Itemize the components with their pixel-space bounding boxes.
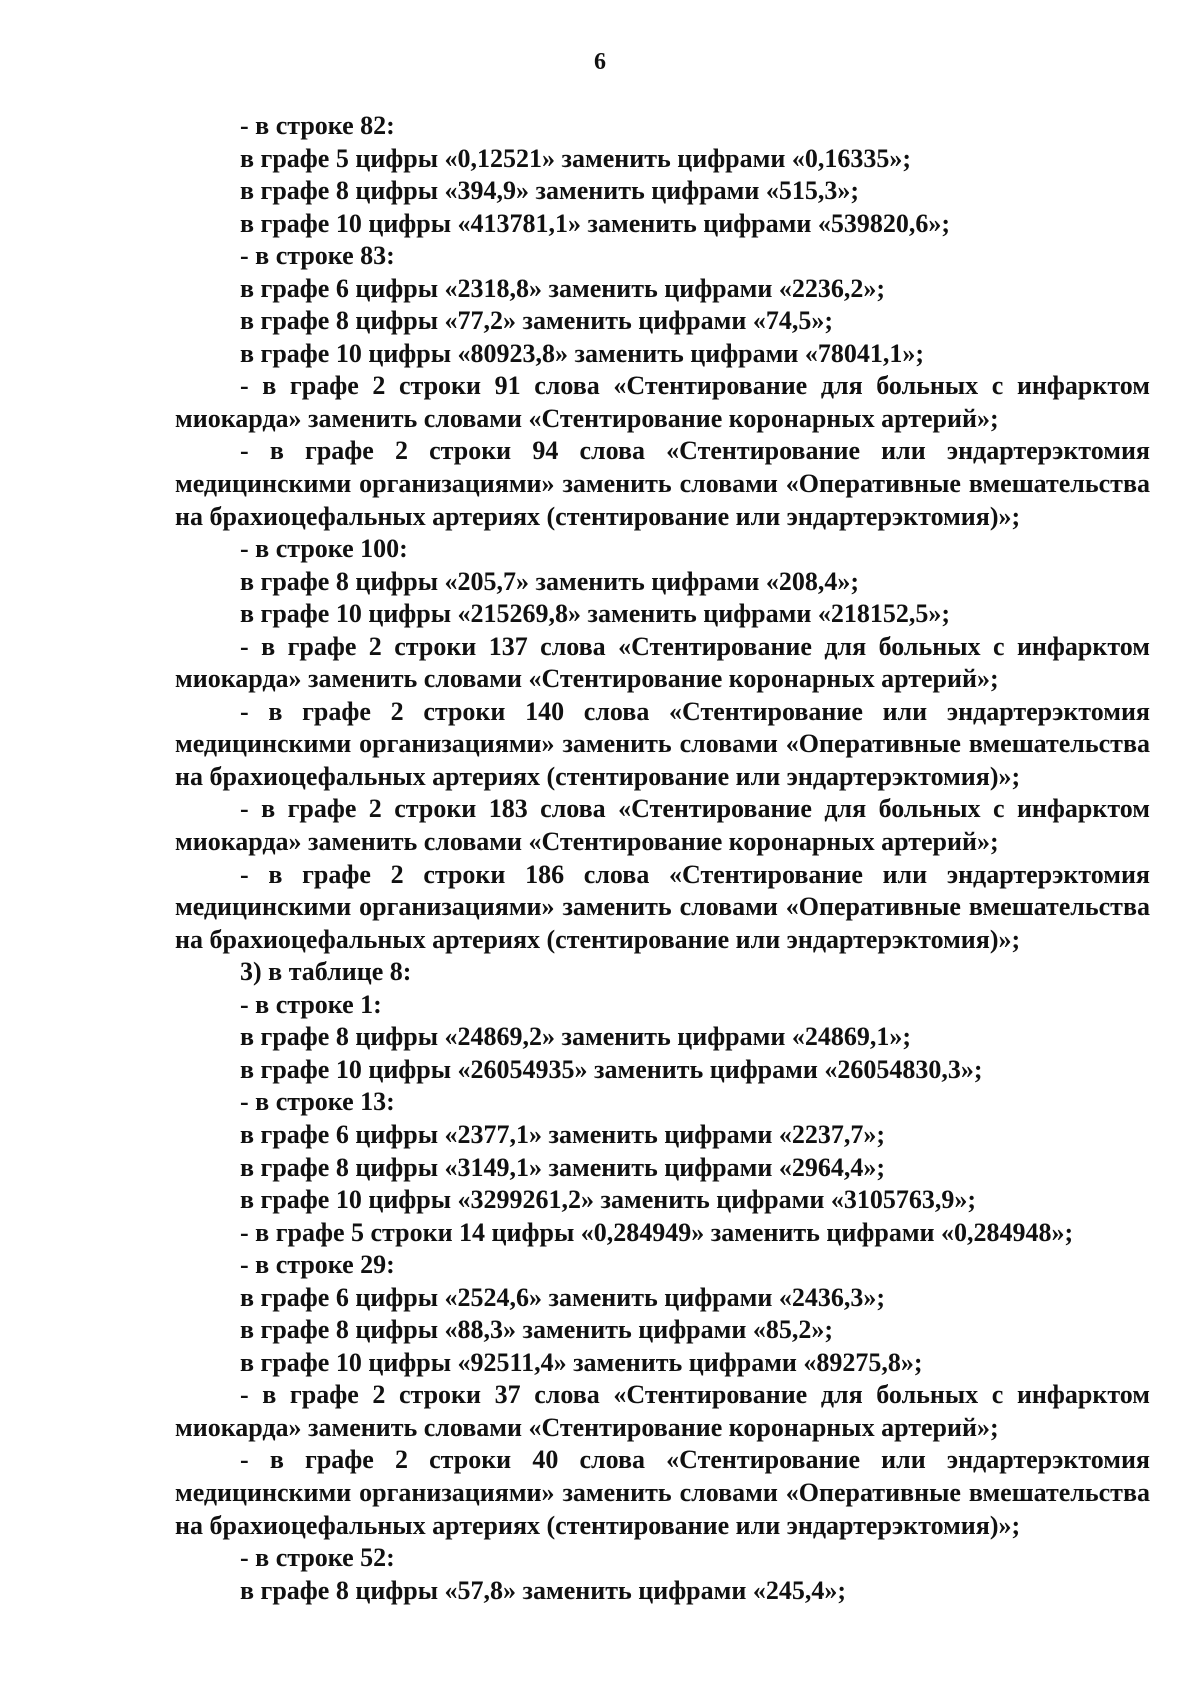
paragraph: в графе 6 цифры «2318,8» заменить цифрами «2236,2»; (240, 273, 885, 303)
paragraph: в графе 8 цифры «3149,1» заменить цифрами «2964,4»; (240, 1152, 885, 1182)
paragraph: в графе 8 цифры «77,2» заменить цифрами «74,5»; (240, 306, 833, 336)
page-number: 6 (594, 49, 606, 75)
paragraph: - в строке 82: (240, 111, 395, 140)
paragraph: - в строке 83: (240, 241, 395, 271)
paragraph: в графе 8 цифры «205,7» заменить цифрами «208,4»; (240, 566, 859, 596)
paragraph: - в графе 2 строки 137 слова «Стентирование для больных с инфарктом миокарда» заменить словами «Стентирование коронарных артерий»; (175, 631, 1150, 694)
paragraph: - в графе 2 строки 183 слова «Стентирование для больных с инфарктом миокарда» заменить словами «Стентирование коронарных артерий»; (175, 794, 1150, 857)
paragraph: в графе 10 цифры «3299261,2» заменить цифрами «3105763,9»; (240, 1185, 976, 1215)
paragraph: - в графе 2 строки 94 слова «Стентирование или эндартерэктомия медицинскими организациями» заменить словами «Оперативные вмешательства на брахиоцефальных артериях (стентирование или эндартерэктомия)»; (175, 436, 1150, 531)
paragraph: - в строке 100: (240, 534, 408, 564)
paragraph: - в графе 2 строки 140 слова «Стентирование или эндартерэктомия медицинскими организациями» заменить словами «Оперативные вмешательства на брахиоцефальных артериях (стентирование или эндартерэктомия)»; (175, 696, 1150, 791)
paragraph: - в графе 2 строки 186 слова «Стентирование или эндартерэктомия медицинскими организациями» заменить словами «Оперативные вмешательства на брахиоцефальных артериях (стентирование или эндартерэктомия)»; (175, 859, 1150, 954)
paragraph: в графе 10 цифры «215269,8» заменить цифрами «218152,5»; (240, 599, 950, 629)
paragraph: в графе 8 цифры «57,8» заменить цифрами «245,4»; (240, 1575, 846, 1605)
paragraph: - в строке 13: (240, 1087, 395, 1117)
paragraph: в графе 5 цифры «0,12521» заменить цифрами «0,16335»; (240, 143, 911, 173)
paragraph: в графе 10 цифры «413781,1» заменить цифрами «539820,6»; (240, 208, 950, 238)
paragraph: - в строке 52: (240, 1543, 395, 1573)
paragraph: - в графе 2 строки 40 слова «Стентирование или эндартерэктомия медицинскими организациями» заменить словами «Оперативные вмешательства на брахиоцефальных артериях (стентирование или эндартерэктомия)»; (175, 1445, 1150, 1540)
paragraph: 3) в таблице 8: (240, 957, 412, 987)
paragraph: в графе 10 цифры «92511,4» заменить цифрами «89275,8»; (240, 1347, 923, 1377)
paragraph: - в строке 1: (240, 989, 382, 1019)
paragraph: в графе 6 цифры «2524,6» заменить цифрами «2436,3»; (240, 1282, 885, 1312)
paragraph: в графе 6 цифры «2377,1» заменить цифрами «2237,7»; (240, 1119, 885, 1149)
paragraph: в графе 8 цифры «88,3» заменить цифрами «85,2»; (240, 1315, 833, 1345)
paragraph: в графе 10 цифры «80923,8» заменить цифрами «78041,1»; (240, 338, 924, 368)
paragraph: - в строке 29: (240, 1250, 395, 1280)
paragraph: в графе 8 цифры «24869,2» заменить цифрами «24869,1»; (240, 1022, 911, 1052)
paragraph: - в графе 2 строки 91 слова «Стентирование для больных с инфарктом миокарда» заменить словами «Стентирование коронарных артерий»; (175, 371, 1150, 433)
paragraph: в графе 10 цифры «26054935» заменить цифрами «26054830,3»; (240, 1054, 983, 1084)
document-body (175, 110, 1150, 1607)
paragraph: - в графе 5 строки 14 цифры «0,284949» заменить цифрами «0,284948»; (240, 1217, 1074, 1247)
paragraph: в графе 8 цифры «394,9» заменить цифрами «515,3»; (240, 176, 859, 206)
paragraph: - в графе 2 строки 37 слова «Стентирование для больных с инфарктом миокарда» заменить словами «Стентирование коронарных артерий»; (175, 1380, 1150, 1442)
